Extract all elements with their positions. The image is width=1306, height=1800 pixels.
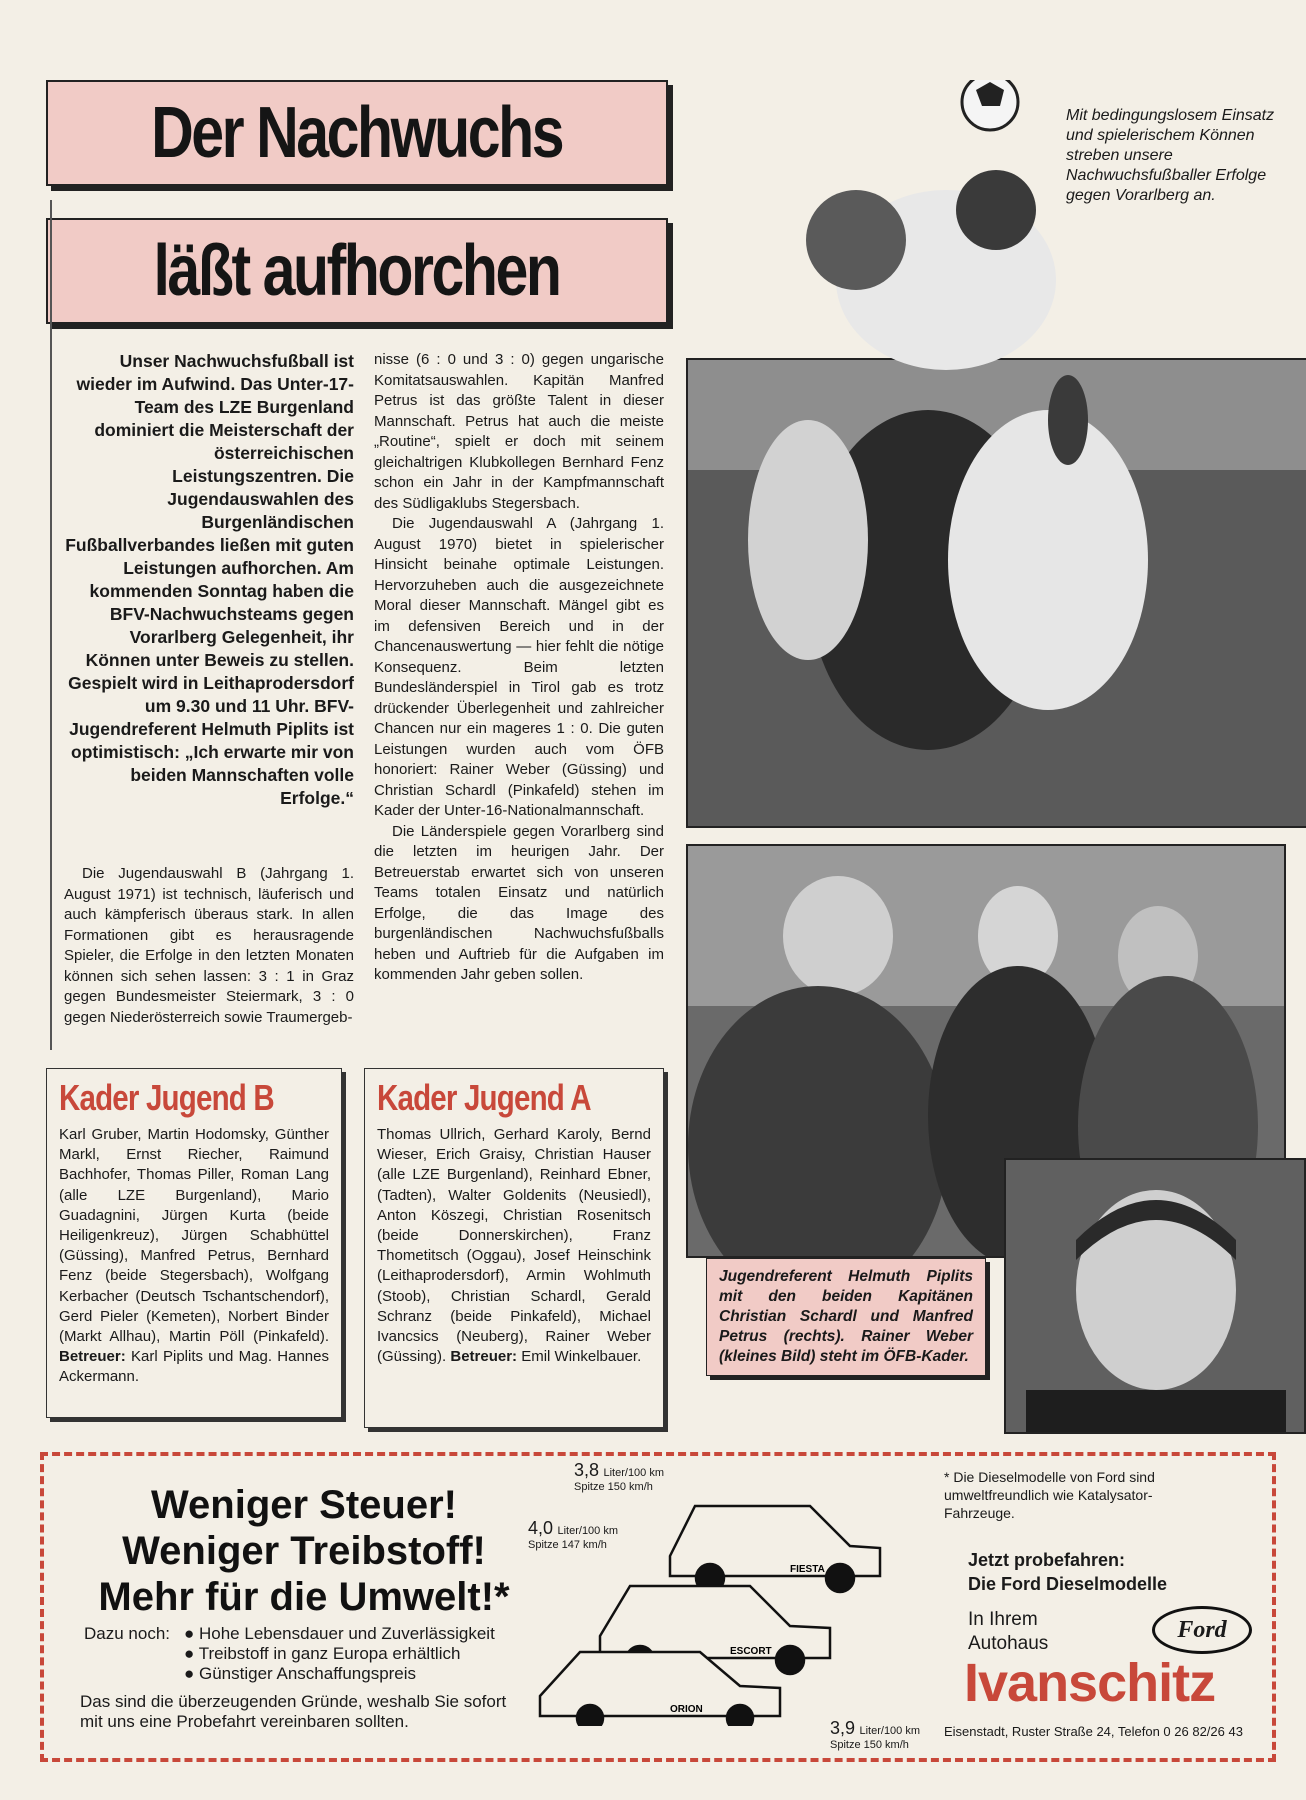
- ad-headline-1: Weniger Steuer!: [151, 1483, 457, 1527]
- ad-in-ihrem: In Ihrem: [968, 1609, 1038, 1630]
- body-paragraph: Die Jugendauswahl B (Jahrgang 1. August 1971) ist technisch, läuferisch und auch kämpferisch überaus stark. In allen Formationen gibt es herausragende Spieler, die Erfolge in den letzten Monaten können sich sehen lassen: 3 : 1 in Graz gegen Bundesmeister Steiermark, 3 : 0 gegen Niederösterreich sowie Traumergeb-: [64, 865, 354, 1026]
- ad-closing: Das sind die überzeugenden Gründe, weshalb Sie sofort mit uns eine Probefahrt vereinbaren sollten.: [80, 1692, 507, 1731]
- ford-cars-illustration: [520, 1486, 920, 1726]
- kader-b-players: Karl Gruber, Martin Hodomsky, Günther Markl, Ernst Riecher, Raimund Bachhofer, Thomas Piller, Roman Lang (alle LZE Burgenland), Mario Guadagnini, Jürgen Kurta (beide Heiligenkreuz), Jürgen Schabhüttel (Güssing), Manfred Petrus, Bernhard Fenz (beide Stegersbach), Wolfgang Kerbacher (Deutsch Tschantschendorf), Gerd Pieler (Kemeten), Norbert Binder (Markt Allhau), Martin Pöll (Pinkafeld).: [59, 1126, 329, 1346]
- car2-unit: Liter/100 km: [557, 1525, 619, 1537]
- kader-b-betreuer-label: Betreuer:: [59, 1348, 126, 1366]
- ad-bullet: ● Günstiger Anschaffungspreis: [184, 1664, 417, 1683]
- ad-dazu: Dazu noch:: [84, 1624, 170, 1643]
- headline-text-1: Der Nachwuchs: [151, 93, 563, 173]
- kader-b-betreuer: Karl Piplits und Mag. Hannes Ackermann.: [59, 1348, 329, 1386]
- column-rule: [50, 200, 52, 1050]
- car3-consumption: 3,9: [830, 1718, 856, 1738]
- photo-caption-bottom: Jugendreferent Helmuth Piplits mit den beiden Kapitänen Christian Schardl und Manfred Petrus (rechts). Rainer Weber (kleines Bild) steht im ÖFB-Kader.: [706, 1258, 986, 1376]
- car2-speed: Spitze 147 km/h: [528, 1539, 607, 1551]
- kader-jugend-b-box: [46, 1068, 342, 1418]
- svg-text:ESCORT: ESCORT: [730, 1646, 772, 1657]
- car1-unit: Liter/100 km: [603, 1467, 665, 1479]
- ad-address: Eisenstadt, Ruster Straße 24, Telefon 0 26 82/26 43: [944, 1724, 1243, 1739]
- car3-speed: Spitze 150 km/h: [830, 1739, 909, 1751]
- car1-consumption: 3,8: [574, 1460, 600, 1480]
- ford-logo: [1152, 1606, 1252, 1654]
- kader-a-title: Kader Jugend A: [377, 1077, 591, 1118]
- weber-photo-graphic: [1006, 1160, 1304, 1432]
- headline-line1: [46, 80, 668, 186]
- body-column-2: [374, 350, 664, 986]
- ad-bullets: [84, 1624, 564, 1684]
- ad-footnote: * Die Dieselmodelle von Ford sind umweltfreundlich wie Katalysator-Fahrzeuge.: [944, 1469, 1155, 1521]
- car3-unit: Liter/100 km: [859, 1725, 921, 1737]
- body-column-1: [64, 864, 354, 1028]
- kader-a-betreuer: Emil Winkelbauer.: [521, 1348, 642, 1366]
- ad-bullet: ● Hohe Lebensdauer und Zuverlässigkeit: [184, 1624, 495, 1643]
- ad-probefahren: [968, 1548, 1167, 1596]
- body-paragraph: Die Jugendauswahl A (Jahrgang 1. August 1970) bietet in spielerischer Hinsicht beinahe optimale Leistungen. Hervorzuheben auch die ausgezeichnete Moral dieser Mannschaft. Mängel gibt es im defensiven Bereich und in der Chancenauswertung — hier fehlt die nötige Konsequenz. Beim letzten Bundesländerspiel in Tirol gab es trotz drückender Überlegenheit und zahlreicher Chancen nur ein mageres 1 : 0. Die guten Leistungen wurden auch vom ÖFB honoriert: Rainer Weber (Güssing) und Christian Schardl (Pinkafeld) stehen im Kader der Unter-16-Nationalmannschaft.: [374, 515, 664, 819]
- ad-headline-3: Mehr für die Umwelt!*: [98, 1575, 510, 1619]
- kader-b-text: [59, 1125, 329, 1388]
- photo-football-upper: [686, 80, 1066, 370]
- car-fiesta-icon: [670, 1506, 880, 1592]
- ford-ad: [40, 1452, 1276, 1762]
- ad-headline: [64, 1482, 544, 1620]
- kader-a-text: [377, 1125, 651, 1367]
- body-paragraph: Die Länderspiele gegen Vorarlberg sind die letzten im heurigen Jahr. Der Betreuerstab erwartet sich von unseren Teams totalen Einsatz und natürlich Erfolge, die das Image des burgenländischen Nachwuchsfußballs heben und Auftrieb für die Aufgaben im kommenden Jahr geben sollen.: [374, 822, 664, 983]
- photo-football-match: [686, 358, 1306, 828]
- photo-caption-top: Mit bedingungslosem Einsatz und spielerischem Können streben unsere Nachwuchsfußballer Erfolge gegen Vorarlberg an.: [1066, 107, 1275, 204]
- kader-b-title: Kader Jugend B: [59, 1077, 274, 1118]
- photo-rainer-weber-inset: [1004, 1158, 1306, 1434]
- svg-text:ORION: ORION: [670, 1704, 703, 1715]
- headline-text-2: läßt aufhorchen: [154, 231, 560, 311]
- headline-line2: [46, 218, 668, 324]
- ad-autohaus: [968, 1608, 1048, 1656]
- ad-probe-line1: Jetzt probefahren:: [968, 1550, 1126, 1570]
- ford-logo-text: Ford: [1177, 1616, 1227, 1643]
- car1-speed: Spitze 150 km/h: [574, 1481, 653, 1493]
- lead-paragraph: Unser Nachwuchsfußball ist wieder im Aufwind. Das Unter-17-Team des LZE Burgenland dominiert die Meisterschaft der österreichischen Leistungszentren. Die Jugendauswahlen des Burgenländischen Fußballverbandes ließen mit guten Leistungen aufhorchen. Am kommenden Sonntag haben die BFV-Nachwuchsteams gegen Vorarlberg Gelegenheit, ihr Können unter Beweis zu stellen. Gespielt wird in Leithaprodersdorf um 9.30 und 11 Uhr. BFV-Jugendreferent Helmuth Piplits ist optimistisch: „Ich erwarte mir von beiden Mannschaften volle Erfolge.“: [65, 351, 354, 808]
- car-orion-icon: [540, 1652, 780, 1726]
- ad-probe-line2: Die Ford Dieselmodelle: [968, 1574, 1168, 1594]
- ad-headline-2: Weniger Treibstoff!: [122, 1529, 486, 1573]
- ad-bullet: ● Treibstoff in ganz Europa erhältlich: [184, 1644, 461, 1663]
- kader-a-players: Thomas Ullrich, Gerhard Karoly, Bernd Wieser, Erich Graisy, Christian Hauser (alle LZE Burgenland), Reinhard Ebner, (Tadten), Walter Goldenits (Neusiedl), Anton Köszegi, Christian Rosenitsch (beide Donnerskirchen), Franz Thometitsch (Oggau), Josef Heinschink (Leithaprodersdorf), Armin Wohlmuth (Stoob), Christian Schardl, Gerald Schranz (beide Pinkafeld), Michael Ivancsics (Neuberg), Rainer Weber (Güssing).: [377, 1126, 651, 1366]
- ad-autohaus-label: Autohaus: [968, 1633, 1049, 1654]
- svg-text:FIESTA: FIESTA: [790, 1564, 825, 1575]
- car2-consumption: 4,0: [528, 1518, 554, 1538]
- body-paragraph: nisse (6 : 0 und 3 : 0) gegen ungarische Komitatsauswahlen. Kapitän Manfred Petrus ist das größte Talent in dieser Mannschaft. Petrus hat auch die meiste „Routine“, spielt er doch mit seinem gleichaltrigen Klubkollegen Bernhard Fenz schon ein Jahr in der Kampfmannschaft des Südligaklubs Stegersbach.: [374, 351, 664, 512]
- kader-jugend-a-box: [364, 1068, 664, 1428]
- ad-dealer-name: Ivanschitz: [964, 1653, 1216, 1713]
- kader-a-betreuer-label: Betreuer:: [450, 1348, 518, 1366]
- header-players-graphic: [686, 80, 1066, 370]
- football-photo-graphic: [688, 360, 1306, 826]
